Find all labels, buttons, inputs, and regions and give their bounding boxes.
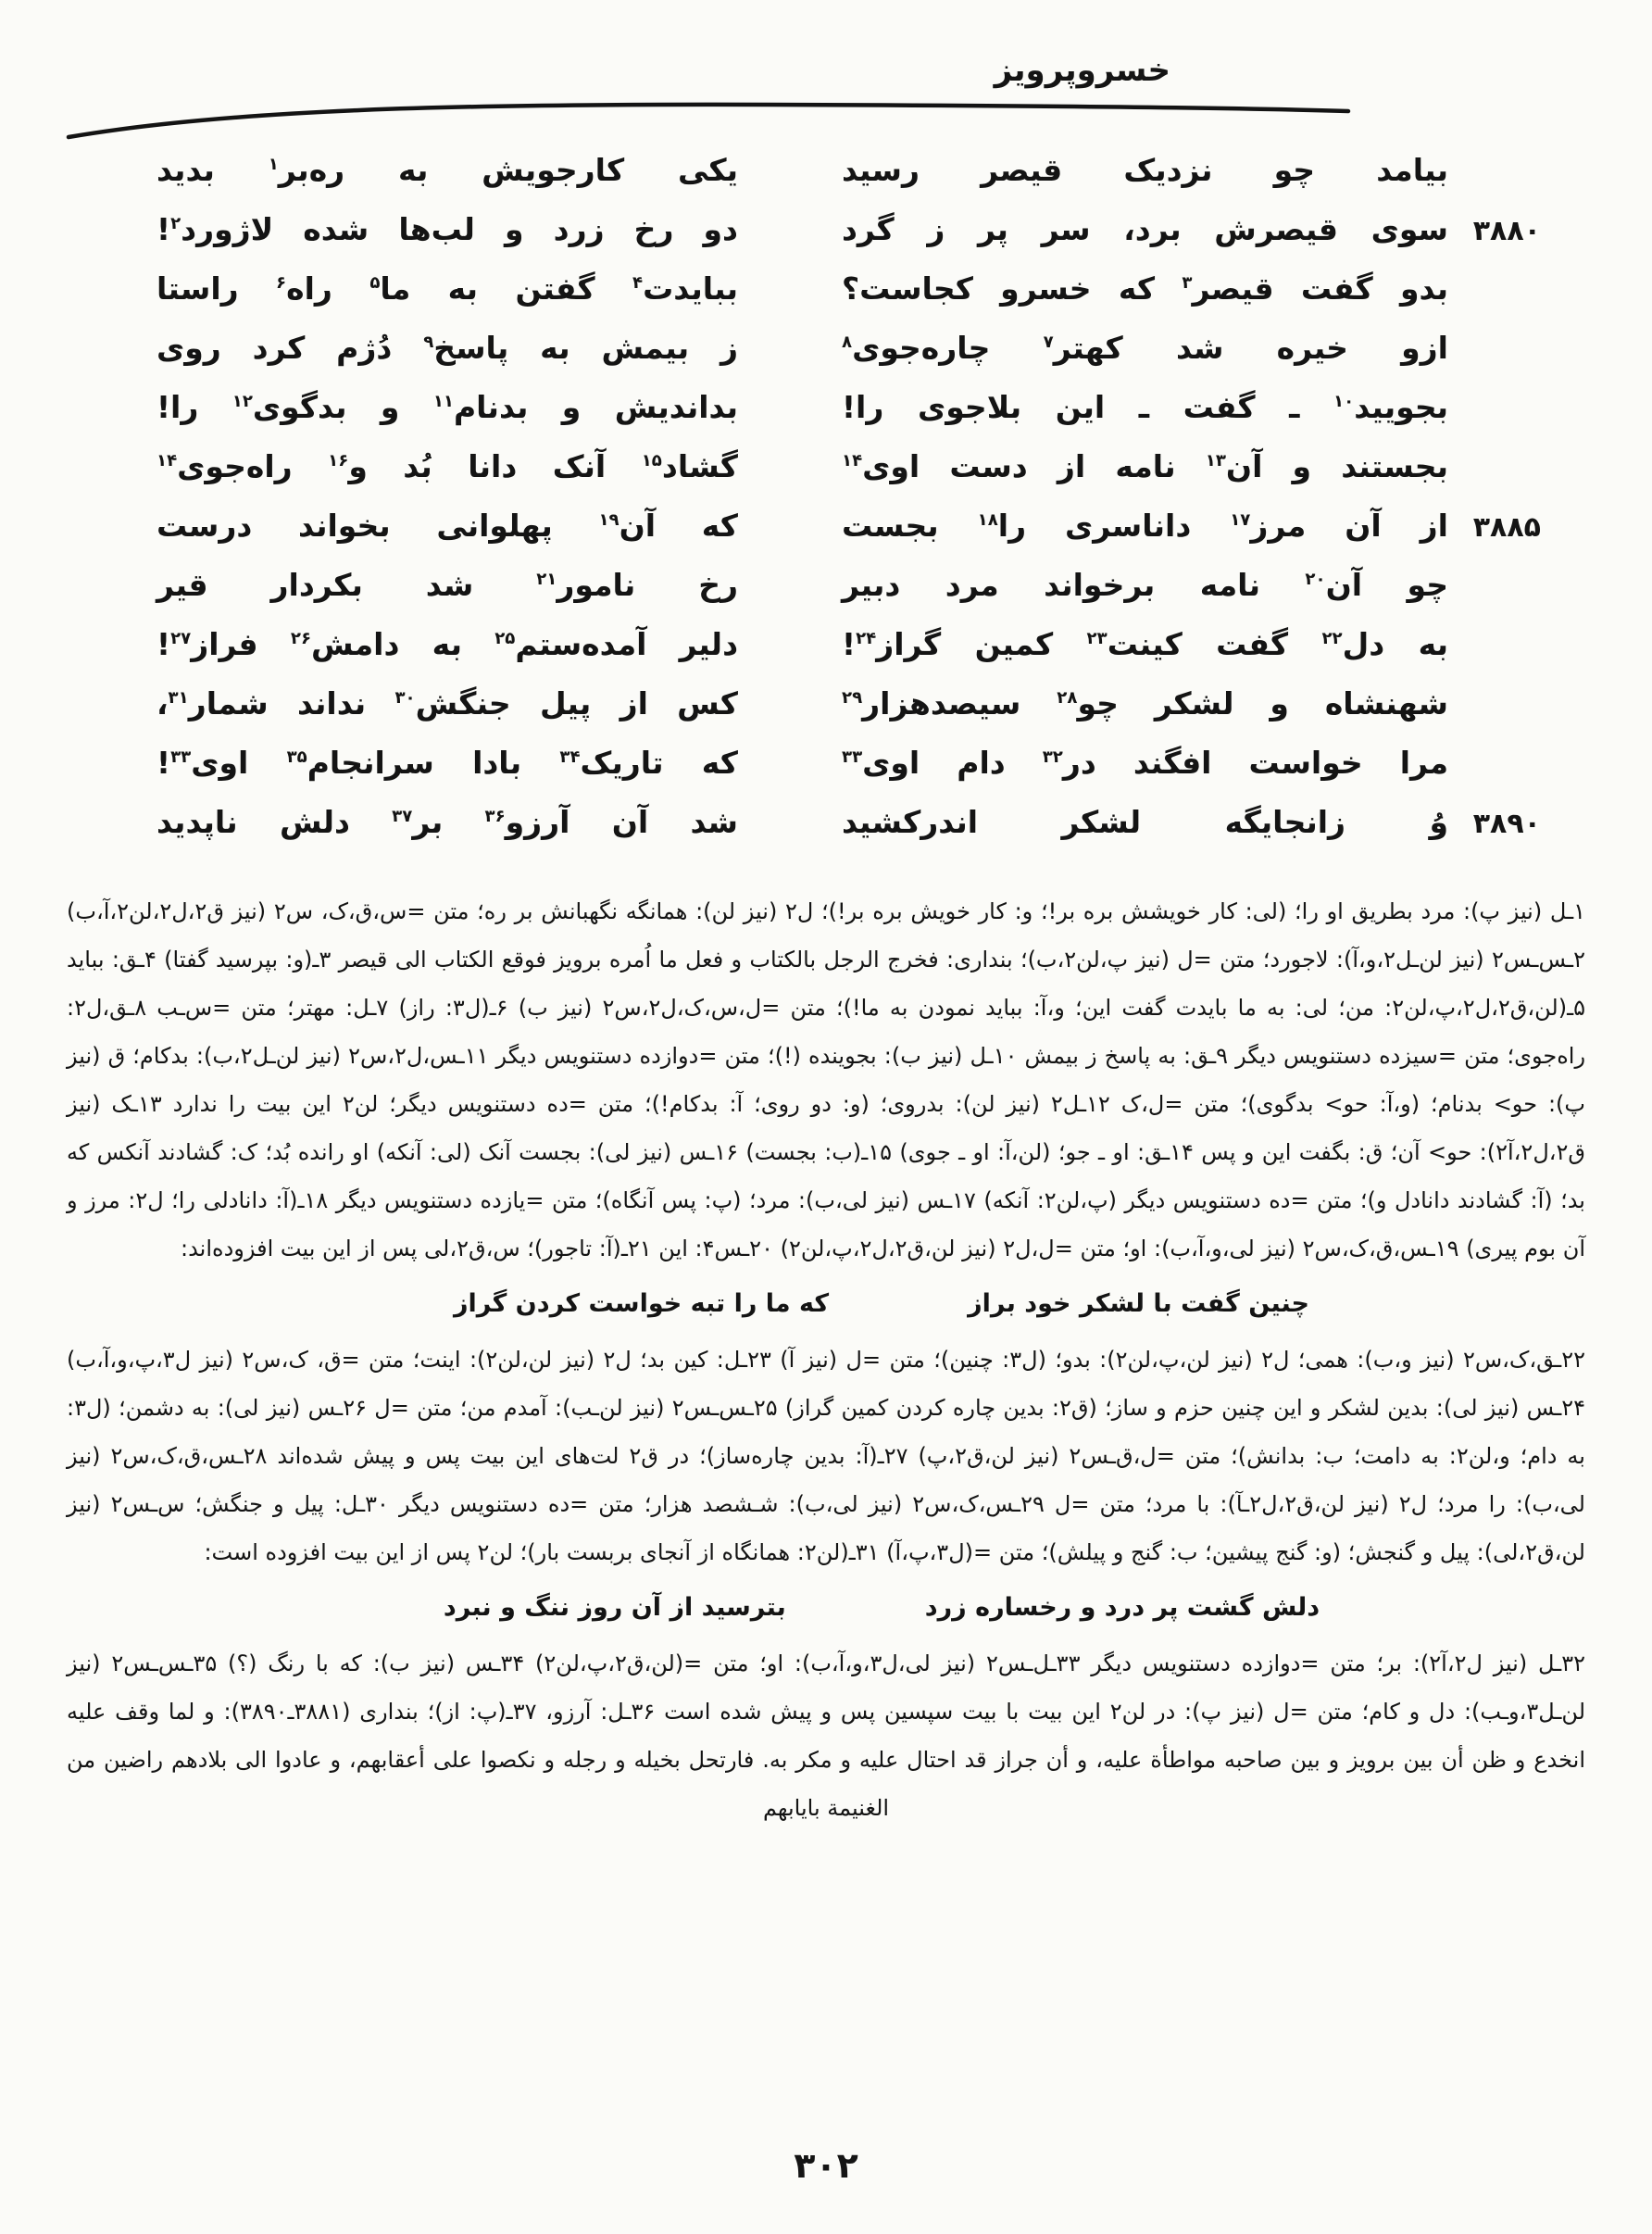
page-number: ۳۰۲ — [794, 2145, 858, 2186]
hemistich-second: کس از پیل جنگش$^{۳۰}$ نداند شمار$^{۳۱}$، — [156, 685, 738, 722]
inserted-verse-1-second: که ما را تبه خواست کردن گراز — [453, 1289, 830, 1318]
poem-row — [143, 319, 1541, 378]
hemistich-first: سوی قیصرش برد، سر پر ز گرد — [842, 211, 1448, 247]
hemistich-first: از آن مرز$^{۱۷}$ داناسری را$^{۱۸}$ بجست — [842, 508, 1448, 544]
hemistich-first: شهنشاه و لشکر چو$^{۲۸}$ سیصدهزار$^{۲۹}$ — [842, 685, 1448, 722]
poem-row — [143, 496, 1541, 556]
inserted-verse-1 — [122, 1278, 1641, 1330]
hemistich-second: شد آن آرزو$^{۳۶}$ بر$^{۳۷}$ دلش ناپدید — [156, 804, 738, 840]
poem-row — [143, 734, 1541, 793]
hemistich-first: وُ زانجایگه لشکر اندرکشید — [842, 804, 1448, 840]
verse-number: ۳۸۸۵ — [1472, 511, 1541, 544]
hemistich-second: دو رخ زرد و لب‌ها شده لاژورد$^۲$! — [156, 211, 738, 247]
inserted-verse-2-second: بترسید از آن روز ننگ و نبرد — [443, 1593, 786, 1622]
running-title: خسروپرویز — [994, 52, 1170, 89]
inserted-verse-1-first: چنین گفت با لشکر خود براز — [968, 1289, 1310, 1318]
poem-row — [143, 793, 1541, 852]
hemistich-second: بداندیش و بدنام$^{۱۱}$ و بدگوی$^{۱۲}$ را! — [156, 389, 738, 425]
hemistich-first: بدو گفت قیصر$^۳$ که خسرو کجاست؟ — [842, 270, 1448, 307]
poem-row — [143, 615, 1541, 674]
poem-row — [143, 437, 1541, 496]
poem-row — [143, 556, 1541, 615]
hemistich-second: ببایدت$^۴$ گفتن به ما$^۵$ راه$^۶$ راستا — [156, 270, 738, 307]
poem-row — [143, 141, 1541, 200]
inserted-verse-2-first: دلش گشت پر درد و رخساره زرد — [924, 1593, 1320, 1622]
verse-number: ۳۸۸۰ — [1472, 215, 1541, 247]
hemistich-second: دلیر آمده‌ستم$^{۲۵}$ به دامش$^{۲۶}$ فراز$^{۲۷}$! — [156, 626, 739, 662]
hemistich-first: مرا خواست افگند در$^{۳۲}$ دام اوی$^{۳۳}$ — [842, 745, 1449, 781]
apparatus-paragraph-3: ۳۲ـل (نیز ل۲،آ۲): بر؛ متن =دوازده دستنویس دیگر ۳۳ـل‌ـس۲ (نیز لی،ل۳،و،آ،ب): او؛ متن =(لن،ق۲،پ،لن۲) ۳۴ـس (نیز ب): که با رنگ (؟) ۳۵ـس‌ـس۲ (نیز لن‌ـل۳،و‌ـب): دل و کام؛ متن =ل (نیز پ): در لن۲ این بیت با بیت سپسین پس و پیش شده است ۳۶ـل: آرزو، ۳۷ـ(پ: از)؛ بنداری (۳۸۸۱ـ۳۸۹۰): و لما وقف علیه انخدع و ظن أن بین برویز و بین صاحبه مواطأة علیه، و أن جراز قد احتال علیه و مکر به. فارتحل بخیله و رجله و نکصوا علی أعقابهم، و عادوا الی بلادهم راضین من الغنیمة بایابهم — [67, 1650, 1586, 1821]
hemistich-first: بجستند و آن$^{۱۳}$ نامه از دست اوی$^{۱۴}$ — [842, 448, 1448, 484]
hemistich-first: بیامد چو نزدیک قیصر رسید — [842, 152, 1448, 188]
poem-row — [143, 259, 1541, 319]
hemistich-second: که تاریک$^{۳۴}$ بادا سرانجام$^{۳۵}$ اوی$^{۳۳}$! — [156, 745, 738, 781]
header-rule — [65, 89, 1352, 144]
hemistich-first: چو آن$^{۲۰}$ نامه برخواند مرد دبیر — [842, 567, 1448, 603]
poem-row — [143, 200, 1541, 259]
hemistich-first: ازو خیره شد کهتر$^۷$ چاره‌جوی$^۸$ — [842, 330, 1448, 366]
hemistich-second: رخ نامور$^{۲۱}$ شد بکردار قیر — [156, 567, 738, 603]
hemistich-first: به دل$^{۲۲}$ گفت کینت$^{۲۳}$ کمین گراز$^{۲۴}$! — [842, 626, 1449, 662]
poem-row — [143, 674, 1541, 734]
hemistich-second: که آن$^{۱۹}$ پهلوانی بخواند درست — [156, 508, 739, 544]
poem-block — [143, 141, 1541, 852]
header-rule-line — [69, 105, 1348, 137]
verse-number: ۳۸۹۰ — [1472, 808, 1541, 840]
critical-apparatus — [67, 887, 1585, 1832]
poem-row — [143, 378, 1541, 437]
hemistich-second: یکی کارجویش به ره‌بر$^۱$ بدید — [156, 152, 738, 188]
inserted-verse-2 — [122, 1582, 1641, 1634]
hemistich-first: بجویید$^{۱۰}$ ـ گفت ـ این بلاجوی را! — [842, 389, 1448, 425]
apparatus-paragraph-1: ۱ـل (نیز پ): مرد بطریق او را؛ (لی: کار خویشش بره بر!؛ و: کار خویش بره بر!)؛ ل۲ (نیز لن): همانگه نگهبانش بر ره؛ متن =س،ق،ک، س۲ (نیز ق۲،ل۲،لن۲،آ،ب) ۲ـس‌ـس۲ (نیز لن‌ـل۲،و،آ): لاجورد؛ متن =ل (نیز پ،لن۲،ب)؛ بنداری: فخرج الرجل بالکتاب و فعل ما اُمره برویز فوقع الکتاب الی قیصر ۳ـ(و: بپرسید گفتا) ۴ـق: بباید ۵ـ(لن،ق۲،ل۲،پ،لن۲: من؛ لی: به ما بایدت گفت این؛ و،آ: بباید نمودن به ما!)؛ متن =ل،س،ک،ل۲،س۲ (نیز ب) ۶ـ(ل۳: راز) ۷ـل: مهتر؛ متن =س‌ـب ۸ـق،ل۲: راه‌جوی؛ متن =سیزده دستنویس دیگر ۹ـق: به پاسخ ز بیمش ۱۰ـل (نیز ب): بجوینده (!)؛ متن =دوازده دستنویس دیگر ۱۱ـس،ل۲،س۲ (نیز لن‌ـل۲،ب): بدکام؛ ق (نیز پ): حو> بدنام؛ (و،آ: حو> بدگوی)؛ متن =ل،ک ۱۲ـل۲ (نیز لن): بدروی؛ (و: دو روی؛ آ: بدکام!)؛ متن =ده دستنویس دیگر؛ لن۲ این بیت را ندارد ۱۳ـک (نیز ق۲،ل۲،آ۲): حو> آن؛ ق: بگفت این و پس ۱۴ـق: او ـ جو؛ (لن،آ: او ـ جوی) ۱۵ـ(ب: بجست) ۱۶ـس (نیز لی): بجست آنک (لی: آنکه) او رانده بُد؛ ک: گشادند آنکس که بد؛ (آ: گشادند دانادل و)؛ متن =ده دستنویس دیگر (پ،لن۲: آنکه) ۱۷ـس (نیز لی،ب): مرد؛ (پ: پس آنگاه)؛ متن =یازده دستنویس دیگر ۱۸ـ(آ: دانادلی را؛ ل۲: مرز و آن بوم پیری) ۱۹ـس،ق،ک،س۲ (نیز لی،و،آ،ب): او؛ متن =ل،ل۲ (نیز لن،ق۲،ل۲،پ،لن۲) ۲۰ـس۴: این ۲۱ـ(آ: تاجور)؛ س،ق۲،لی پس از این بیت افزوده‌اند: — [67, 898, 1586, 1261]
apparatus-paragraph-2: ۲۲ـق،ک،س۲ (نیز و،ب): همی؛ ل۲ (نیز لن،پ،لن۲): بدو؛ (ل۳: چنین)؛ متن =ل (نیز آ) ۲۳ـل: کین بد؛ ل۲ (نیز لن،لن۲): اینت؛ متن =ق، ک،س۲ (نیز ل۳،پ،و،آ،ب) ۲۴ـس (نیز لی): بدین لشکر و این چنین حزم و ساز؛ (ق۲: بدین چاره کردن کمین گراز) ۲۵ـس‌ـس۲ (نیز لن‌ـب): آمدم من؛ متن =ل ۲۶ـس (نیز لی): به دشمن؛ (ل۳: به دام؛ و،لن۲: به دامت؛ ب: بدانش)؛ متن =ل،ق‌ـس۲ (نیز لن،ق۲،پ) ۲۷ـ(آ: بدین چاره‌ساز)؛ در ق۲ لت‌های این بیت پس و پیش شده‌اند ۲۸ـس،ق،ک،س۲ (نیز لی،ب): را مرد؛ ل۲ (نیز لن،ق۲،ل۲ـآ): با مرد؛ متن =ل ۲۹ـس،ک،س۲ (نیز لی،ب): شـشصد هزار؛ متن =ده دستنویس دیگر ۳۰ـل: پیل و جنگش؛ س‌ـس۲ (نیز لن،ق۲،لی): پیل و گنجش؛ (و: گنج پیشین؛ ب: گنج و پیلش)؛ متن =(ل۳،پ،آ) ۳۱ـ(لن۲: همانگاه از آنجای بربست بار)؛ لن۲ پس از این بیت افزوده است: — [67, 1347, 1586, 1565]
hemistich-second: ز بیمش به پاسخ$^۹$ دُژم کرد روی — [156, 330, 738, 366]
hemistich-second: گشاد$^{۱۵}$ آنک دانا بُد و$^{۱۶}$ راه‌جوی$^{۱۴}$ — [156, 448, 738, 484]
